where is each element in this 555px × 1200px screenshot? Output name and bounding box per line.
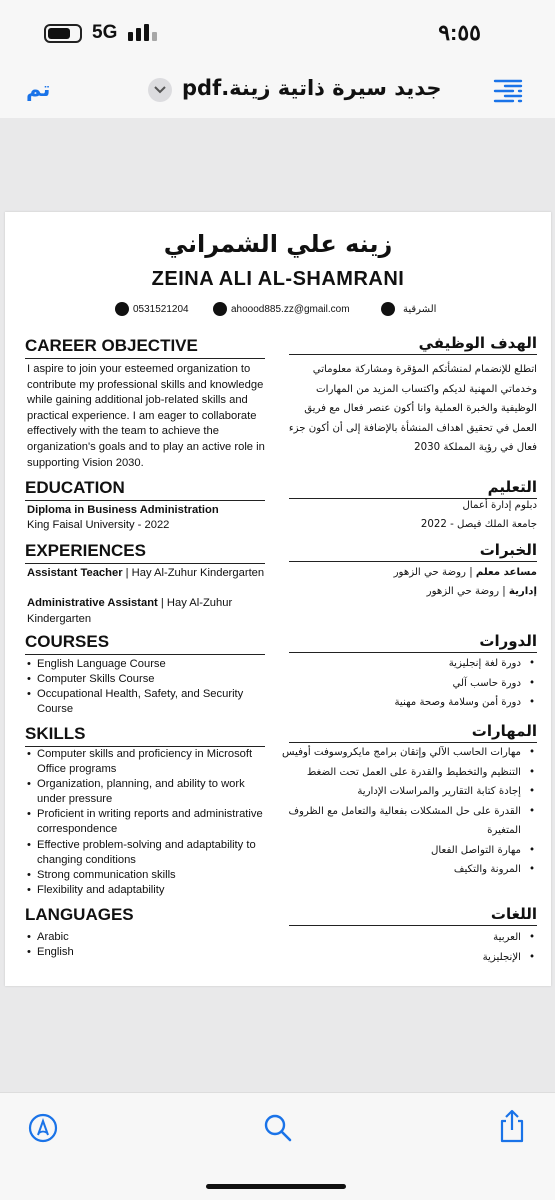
skills-list-en xyxy=(27,747,272,898)
list-item: • Proficient in writing reports and administrative correspondence xyxy=(27,807,272,837)
list-menu-icon[interactable] xyxy=(492,78,524,108)
experience-place: | Hay Al-Zuhur Kindergarten xyxy=(27,597,233,625)
signal-icon xyxy=(128,23,158,41)
experience-item-ar xyxy=(285,582,537,602)
list-item: • مهارات الحاسب الآلي وإتقان برامج مايكروسوفت أوفيس xyxy=(275,743,537,763)
objective-heading-en: CAREER OBJECTIVE xyxy=(25,336,265,359)
list-item: • Arabic xyxy=(27,930,272,945)
list-item: • العربية xyxy=(275,928,537,948)
experience-place: | روضة حي الزهور xyxy=(426,586,509,597)
chevron-down-icon xyxy=(154,86,166,94)
list-item: • دورة أمن وسلامة وصحة مهنية xyxy=(275,693,537,713)
experience-item-ar xyxy=(285,563,537,583)
list-item: • دورة لغة إنجليزية xyxy=(275,654,537,674)
phone-icon xyxy=(115,302,129,316)
list-item: • Computer skills and proficiency in Microsoft Office programs xyxy=(27,747,272,777)
objective-text-en: I aspire to join your esteemed organization to contribute my professional skills and knowledge while gaining additional job-related skills and practical experience. I am eager to collaborate effectively with the team to achieve the organization's goals and to play an active role in supporting Vision 2030. xyxy=(27,363,265,469)
education-heading-en: EDUCATION xyxy=(25,478,265,501)
title-menu-button[interactable] xyxy=(148,78,172,102)
education-school-en: King Faisal University - 2022 xyxy=(27,519,170,531)
languages-list-ar xyxy=(275,928,537,967)
name-arabic: زينه علي الشمراني xyxy=(163,230,393,258)
home-indicator[interactable] xyxy=(206,1184,346,1189)
objective-text-ar: اتطلع للإنضمام لمنشأتكم المؤقرة ومشاركة معلوماتي وخدماتي المهنية لديكم واكتساب المزيد من المهارات الوظيفية والخبرة العملية وانا أكون عنصر فعال مع فريق العمل في تحقيق اهداف المنشأة بالإضافة إلى أن أكون جزء فعال في رؤية المملكة 2030 xyxy=(288,364,537,453)
list-item: • Computer Skills Course xyxy=(27,672,272,687)
document-title: جديد سيرة ذاتية زينة.pdf xyxy=(182,76,442,100)
experience-item-en xyxy=(27,566,272,582)
education-heading-ar: التعليم xyxy=(289,478,537,499)
list-item: • المرونة والتكيف xyxy=(275,860,537,880)
education-degree-ar: دبلوم إدارة أعمال xyxy=(462,500,537,511)
search-icon[interactable] xyxy=(263,1113,293,1147)
markup-icon[interactable] xyxy=(28,1113,58,1147)
list-item: • Strong communication skills xyxy=(27,868,272,883)
courses-list-ar xyxy=(275,654,537,713)
education-degree-en: Diploma in Business Administration xyxy=(27,504,219,516)
courses-list-en xyxy=(27,657,272,717)
experiences-heading-en: EXPERIENCES xyxy=(25,541,265,564)
experience-role: مساعد معلم xyxy=(475,567,537,578)
location-text: الشرقية xyxy=(403,303,437,315)
email-contact xyxy=(213,302,350,316)
clock: ٩:٥٥ xyxy=(438,20,481,45)
experience-role: Assistant Teacher xyxy=(27,567,123,579)
list-item: • الإنجليزية xyxy=(275,948,537,968)
name-english: ZEINA ALI AL-SHAMRANI xyxy=(151,268,405,290)
list-item: • القدرة على حل المشكلات بفعالية والتعامل مع الظروف المتغيرة xyxy=(275,802,537,841)
experiences-heading-ar: الخبرات xyxy=(289,541,537,562)
list-item: • Flexibility and adaptability xyxy=(27,883,272,898)
list-item: • مهارة التواصل الفعال xyxy=(275,841,537,861)
courses-heading-ar: الدورات xyxy=(289,632,537,653)
list-item: • التنظيم والتخطيط والقدرة على العمل تحت الضغط xyxy=(275,763,537,783)
list-item: • دورة حاسب آلي xyxy=(275,674,537,694)
pdf-page[interactable] xyxy=(5,212,551,986)
phone-number: 0531521204 xyxy=(133,303,189,315)
skills-list-ar xyxy=(275,743,537,880)
experience-item-en xyxy=(27,596,272,627)
skills-heading-en: SKILLS xyxy=(25,724,265,747)
experience-place: | Hay Al-Zuhur Kindergarten xyxy=(122,567,265,579)
skills-heading-ar: المهارات xyxy=(289,722,537,743)
list-item: • Effective problem-solving and adaptability to changing conditions xyxy=(27,838,272,868)
status-bar xyxy=(0,0,555,62)
document-toolbar xyxy=(0,62,555,118)
objective-heading-ar: الهدف الوظيفي xyxy=(289,334,537,355)
location-contact xyxy=(381,302,436,316)
experience-role: Administrative Assistant xyxy=(27,597,158,609)
battery-icon xyxy=(44,24,82,43)
email-address: ahoood885.zz@gmail.com xyxy=(231,303,350,315)
experience-role: إدارية xyxy=(508,586,537,597)
list-item: • Organization, planning, and ability to work under pressure xyxy=(27,777,272,807)
list-item: • Occupational Health, Safety, and Security Course xyxy=(27,687,272,717)
email-icon xyxy=(213,302,227,316)
list-item: • English Language Course xyxy=(27,657,272,672)
phone-contact xyxy=(115,302,189,316)
languages-heading-en: LANGUAGES xyxy=(25,905,134,924)
languages-list-en xyxy=(27,930,272,960)
education-school-ar: جامعة الملك فيصل - 2022 xyxy=(420,519,537,530)
courses-heading-en: COURSES xyxy=(25,632,265,655)
done-button[interactable]: تم xyxy=(26,77,51,101)
location-pin-icon xyxy=(381,302,395,316)
network-label: 5G xyxy=(92,22,118,43)
experience-place: | روضة حي الزهور xyxy=(393,567,476,578)
list-item: • إجادة كتابة التقارير والمراسلات الإدارية xyxy=(275,782,537,802)
share-icon[interactable] xyxy=(497,1109,527,1147)
languages-heading-ar: اللغات xyxy=(289,905,537,926)
list-item: • English xyxy=(27,945,272,960)
